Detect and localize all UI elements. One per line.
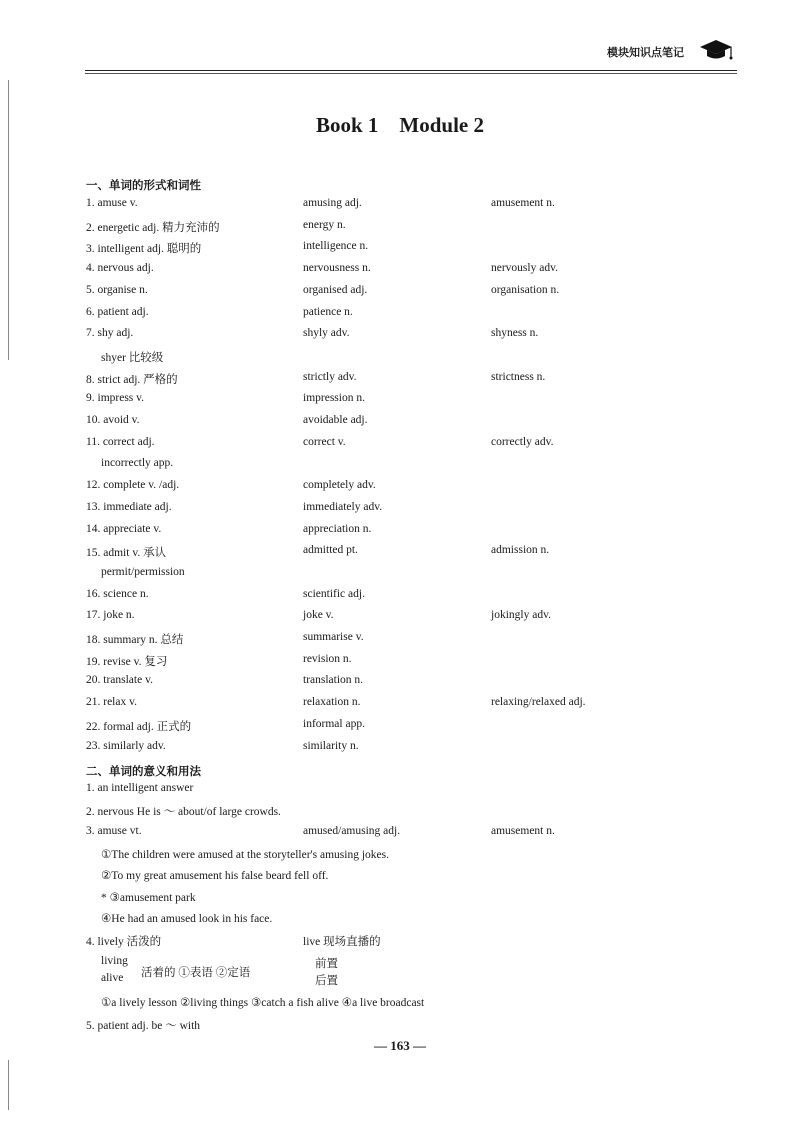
- section-heading: 二、单词的意义和用法: [86, 764, 201, 778]
- table-cell: 6. patient adj.: [86, 305, 149, 318]
- table-cell: amusement n.: [491, 197, 555, 209]
- page-title: Book 1 Module 2: [315, 113, 485, 137]
- table-row: [0, 371, 800, 391]
- table-cell: similarity n.: [303, 739, 359, 752]
- table-row: [0, 197, 800, 217]
- usage-item: live 现场直播的: [303, 936, 381, 948]
- example-sentence: ④He had an amused look in his face.: [101, 913, 273, 925]
- table-cell: organised adj.: [303, 283, 368, 296]
- usage-item: amusement n.: [491, 825, 555, 837]
- table-row: [0, 219, 800, 239]
- table-cell: impression n.: [303, 392, 365, 405]
- table-cell: relaxation n.: [303, 696, 361, 709]
- table-cell: 16. science n.: [86, 587, 149, 600]
- table-cell: appreciation n.: [303, 522, 372, 535]
- table-row: [0, 653, 800, 673]
- table-cell: 4. nervous adj.: [86, 262, 154, 275]
- table-cell: energy n.: [303, 218, 346, 231]
- table-cell: immediately adv.: [303, 500, 383, 513]
- table-row: [0, 262, 800, 282]
- table-cell: 10. avoid v.: [86, 414, 140, 426]
- table-cell: avoidable adj.: [303, 414, 368, 426]
- table-cell: intelligence n.: [303, 240, 369, 253]
- table-cell: informal app.: [303, 717, 365, 730]
- table-cell: 7. shy adj.: [86, 327, 134, 340]
- table-cell: incorrectly app.: [101, 457, 174, 470]
- table-cell: joke v.: [303, 609, 334, 622]
- header-rule: [85, 70, 737, 71]
- table-cell: correct v.: [303, 435, 346, 448]
- table-row: [0, 740, 800, 760]
- table-cell: summarise v.: [303, 631, 364, 643]
- usage-word: living: [101, 955, 128, 967]
- table-cell: 3. intelligent adj. 聪明的: [86, 243, 202, 256]
- table-cell: 13. immediate adj.: [86, 500, 172, 513]
- table-cell: 12. complete v. /adj.: [86, 479, 180, 492]
- table-cell: scientific adj.: [303, 587, 365, 600]
- table-cell: translation n.: [303, 674, 364, 687]
- table-cell: correctly adv.: [491, 435, 554, 448]
- table-cell: 1. amuse v.: [86, 197, 138, 209]
- table-cell: strictly adv.: [303, 370, 357, 383]
- table-row: [0, 327, 800, 347]
- table-cell: 18. summary n. 总结: [86, 634, 184, 646]
- table-cell: 15. admit v. 承认: [86, 547, 167, 560]
- example-sentence: ①The children were amused at the storyteller's amusing jokes.: [101, 849, 389, 861]
- table-cell: revision n.: [303, 652, 352, 665]
- usage-item: amused/amusing adj.: [303, 825, 401, 837]
- table-cell: admitted pt.: [303, 544, 358, 557]
- table-cell: amusing adj.: [303, 197, 362, 209]
- table-cell: 14. appreciate v.: [86, 522, 162, 535]
- table-cell: 9. impress v.: [86, 392, 145, 405]
- table-row: [0, 306, 800, 326]
- table-row: [0, 284, 800, 304]
- table-cell: permit/permission: [101, 565, 185, 578]
- table-row: [0, 609, 800, 629]
- table-cell: shyer 比较级: [101, 351, 164, 364]
- table-row: [0, 414, 800, 434]
- table-row: [0, 544, 800, 564]
- table-cell: 19. revise v. 复习: [86, 655, 168, 668]
- table-cell: organisation n.: [491, 283, 560, 296]
- table-cell: 20. translate v.: [86, 674, 153, 687]
- usage-note: 后置: [315, 975, 338, 987]
- table-row: [0, 501, 800, 521]
- table-row: [0, 349, 800, 369]
- usage-item: 2. nervous He is ～ about/of large crowds.: [86, 806, 281, 818]
- example-sentence: * ③amusement park: [101, 892, 196, 904]
- header-title: 模块知识点笔记: [607, 46, 684, 59]
- table-row: [0, 696, 800, 716]
- page-number: — 163 —: [374, 1038, 426, 1053]
- table-cell: 2. energetic adj. 精力充沛的: [86, 221, 220, 234]
- table-cell: jokingly adv.: [491, 609, 551, 622]
- table-cell: 22. formal adj. 正式的: [86, 720, 192, 733]
- margin-line: [8, 1060, 9, 1110]
- usage-item: 3. amuse vt.: [86, 825, 142, 837]
- table-cell: strictness n.: [491, 370, 546, 383]
- table-row: [0, 479, 800, 499]
- table-cell: nervously adv.: [491, 262, 558, 275]
- table-cell: 23. similarly adv.: [86, 739, 166, 752]
- table-cell: 21. relax v.: [86, 696, 137, 709]
- table-row: [0, 674, 800, 694]
- table-cell: admission n.: [491, 544, 550, 557]
- table-row: [0, 631, 800, 651]
- table-cell: 17. joke n.: [86, 609, 135, 622]
- section-heading: 一、单词的形式和词性: [86, 178, 201, 192]
- usage-item: 5. patient adj. be ～ with: [86, 1020, 201, 1032]
- table-row: [0, 392, 800, 412]
- example-sentence: ①a lively lesson ②living things ③catch a fish alive ④a live broadcast: [101, 997, 425, 1009]
- table-row: [0, 436, 800, 456]
- usage-word: alive: [101, 972, 124, 984]
- table-cell: patience n.: [303, 305, 353, 318]
- table-cell: 5. organise n.: [86, 283, 148, 296]
- graduation-cap-icon: [698, 36, 734, 62]
- table-row: [0, 566, 800, 586]
- table-row: [0, 588, 800, 608]
- table-cell: shyly adv.: [303, 327, 350, 340]
- table-cell: 8. strict adj. 严格的: [86, 373, 178, 386]
- usage-item: 4. lively 活泼的: [86, 936, 162, 948]
- table-cell: 11. correct adj.: [86, 435, 155, 448]
- usage-note: 前置: [315, 958, 338, 970]
- table-cell: shyness n.: [491, 327, 539, 340]
- header-rule: [85, 73, 737, 74]
- table-row: [0, 240, 800, 260]
- table-row: [0, 457, 800, 477]
- usage-note: 活着的 ①表语 ②定语: [141, 967, 251, 979]
- example-sentence: ②To my great amusement his false beard fell off.: [101, 870, 329, 882]
- table-cell: completely adv.: [303, 479, 376, 492]
- table-row: [0, 523, 800, 543]
- usage-item: 1. an intelligent answer: [86, 782, 194, 794]
- table-row: [0, 718, 800, 738]
- table-cell: nervousness n.: [303, 262, 371, 275]
- table-cell: relaxing/relaxed adj.: [491, 696, 586, 709]
